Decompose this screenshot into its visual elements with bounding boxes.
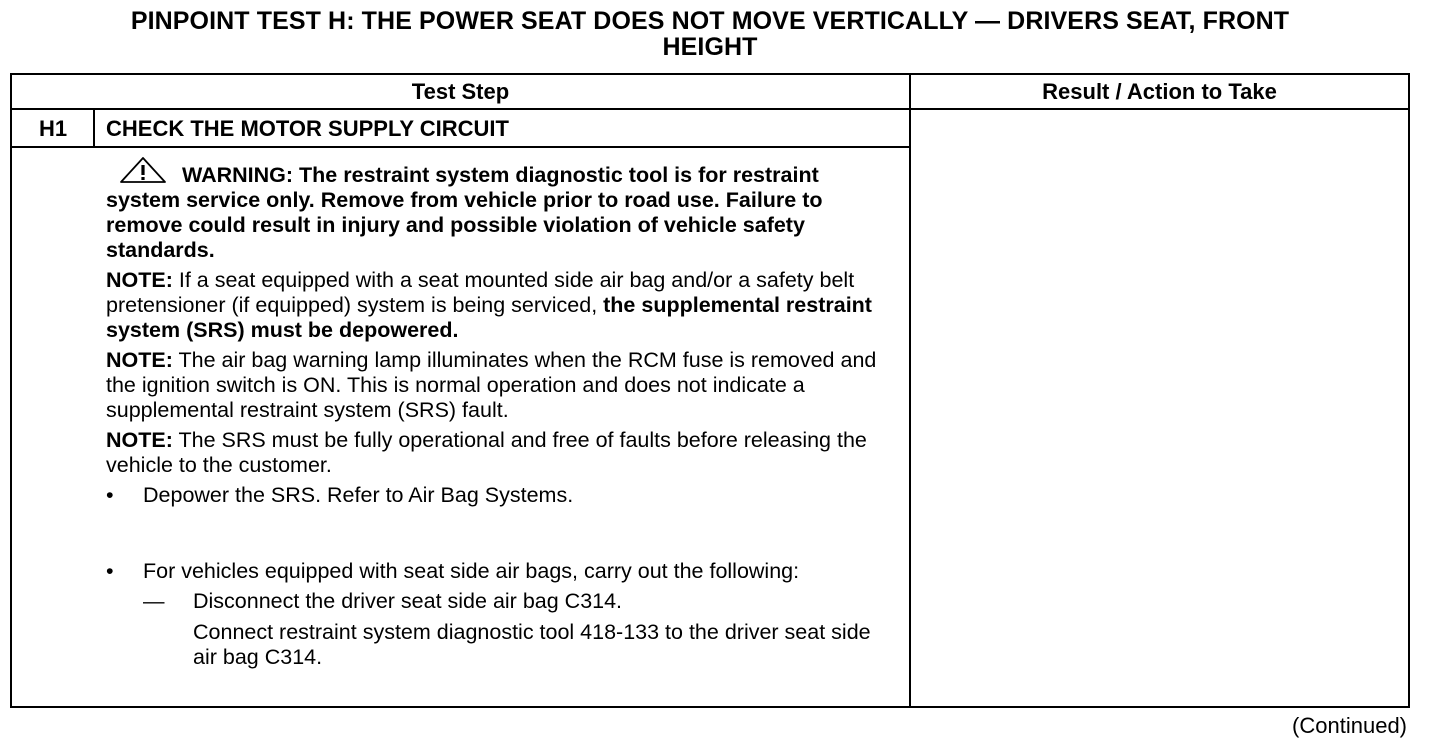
note-label: NOTE:	[106, 348, 173, 372]
spacer	[106, 513, 896, 559]
step-title-rule	[10, 146, 910, 148]
sub-list-item	[106, 589, 896, 614]
sub-item-text: Disconnect the driver seat side air bag C314.	[193, 589, 623, 613]
note-text: The SRS must be fully operational and free of faults before releasing the vehicle to the customer.	[106, 428, 867, 477]
note-text: If a seat equipped with a seat mounted side air bag and/or a safety belt pretensioner (if equipped) system is being serviced,	[106, 268, 855, 317]
step-body	[106, 156, 896, 678]
note-emphasis: the supplemental restraint system (SRS) must be depowered.	[106, 293, 872, 342]
step-title: CHECK THE MOTOR SUPPLY CIRCUIT	[106, 116, 509, 141]
warning-paragraph	[106, 156, 896, 263]
title-line-1: PINPOINT TEST H: THE POWER SEAT DOES NOT MOVE VERTICALLY — DRIVERS SEAT, FRONT	[130, 7, 1290, 35]
header-rule	[10, 108, 1410, 110]
note-warning-lamp	[106, 348, 896, 423]
note-depower	[106, 268, 896, 343]
note-srs-operational	[106, 428, 896, 478]
header-result-action: Result / Action to Take	[1042, 79, 1277, 104]
bullet-text: Depower the SRS. Refer to Air Bag Systems.	[143, 483, 574, 507]
sub-item-text: Connect restraint system diagnostic tool 418-133 to the driver seat side air bag C314.	[193, 620, 871, 669]
list-item	[106, 483, 896, 508]
list-item	[106, 559, 896, 584]
dash-marker: —	[143, 589, 165, 613]
bullet-text: For vehicles equipped with seat side air bags, carry out the following:	[143, 559, 800, 583]
warning-text: WARNING: The restraint system diagnostic tool is for restraint system service only. Remove from vehicle prior to road use. Failure to remove could result in injury and possible violation of vehicle safety standards.	[106, 163, 823, 262]
bullet-marker: •	[106, 483, 114, 507]
step-id: H1	[38, 116, 68, 141]
note-label: NOTE:	[106, 428, 173, 452]
sub-list-continuation	[106, 620, 896, 670]
title-line-2: HEIGHT	[662, 33, 758, 61]
warning-triangle-icon	[118, 156, 168, 184]
continued-label: (Continued)	[1292, 713, 1407, 738]
bullet-marker: •	[106, 559, 114, 583]
column-divider	[909, 73, 911, 708]
note-label: NOTE:	[106, 268, 173, 292]
header-test-step: Test Step	[411, 79, 510, 104]
note-text: The air bag warning lamp illuminates when the RCM fuse is removed and the ignition switch is ON. This is normal operation and does not indicate a supplemental restraint system (SRS) fault.	[106, 348, 877, 422]
page-title	[10, 8, 1410, 60]
